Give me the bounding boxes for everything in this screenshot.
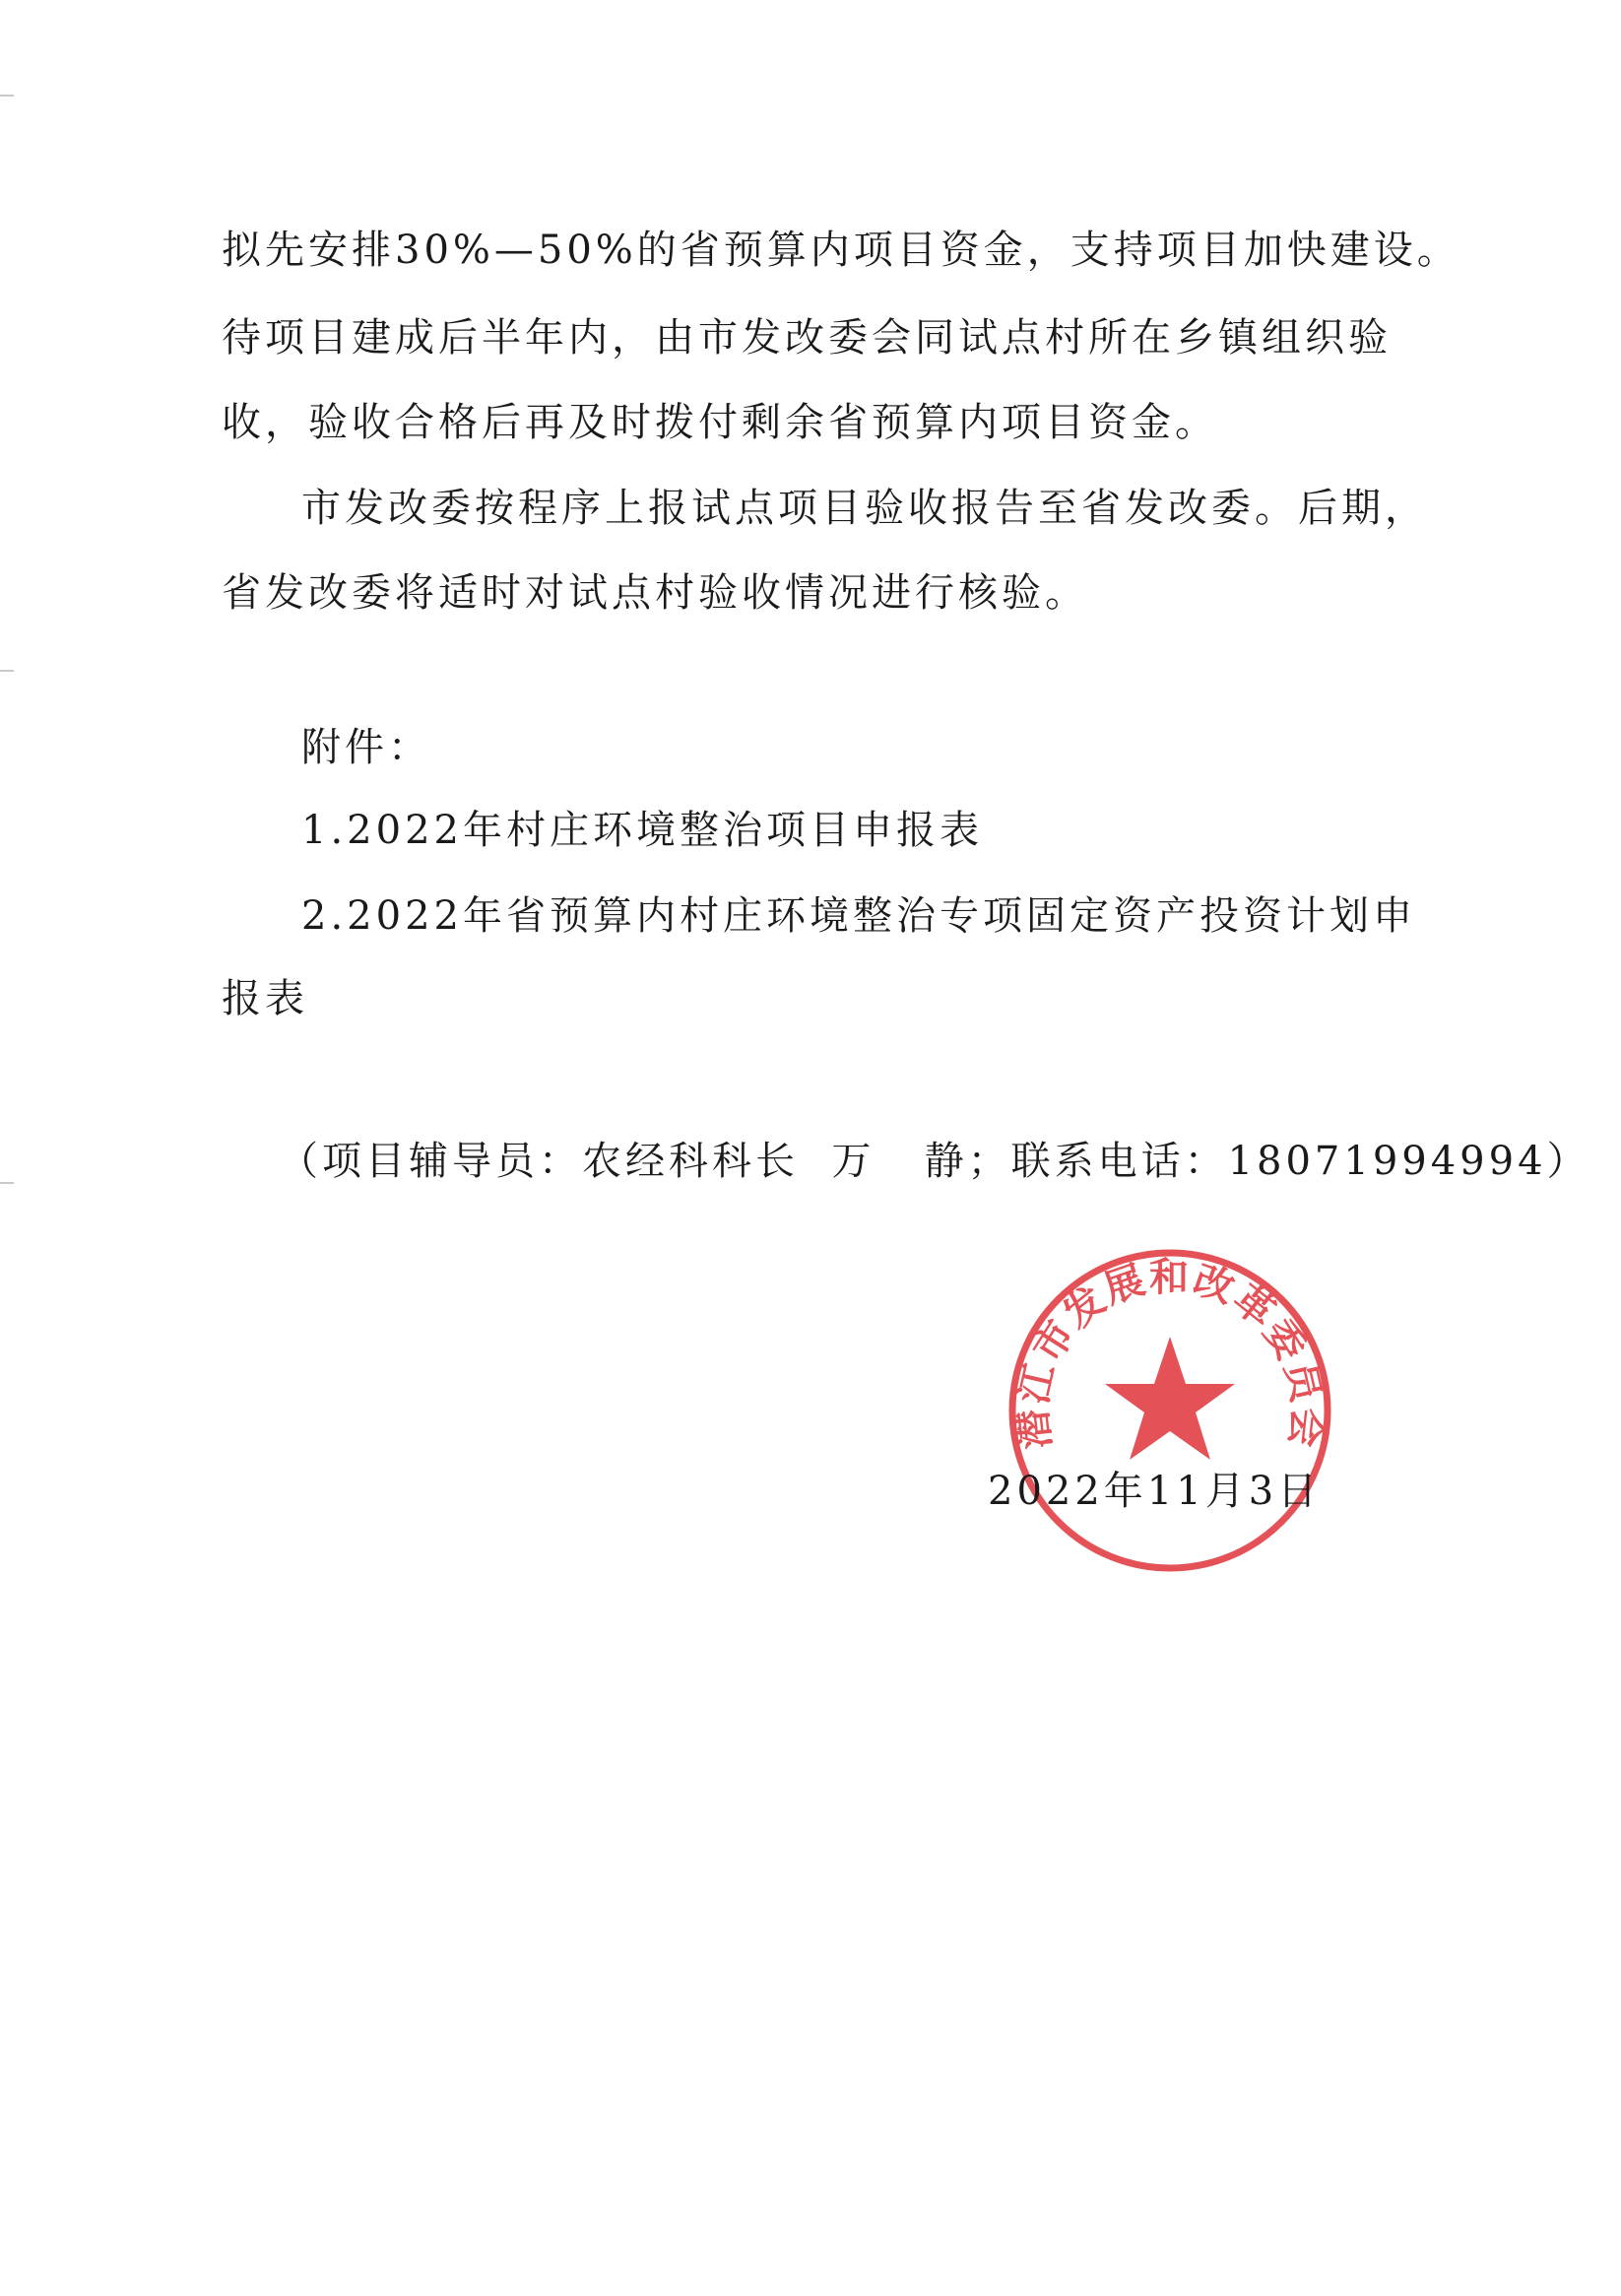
seal-text: 潜江市发展和改革委员会 [1008, 1253, 1331, 1452]
paragraph-1-line-3: 收，验收合格后再及时拨付剩余省预算内项目资金。 [222, 400, 1218, 445]
document-date: 2022年11月3日 [988, 1469, 1322, 1514]
attachment-item-2-line-2: 报表 [222, 976, 308, 1021]
paragraph-2-line-1: 市发改委按程序上报试点项目验收报告至省发改委。后期， [301, 486, 1428, 531]
scan-edge-mark [0, 95, 14, 97]
contact-info: （项目辅导员：农经科科长 万 静；联系电话：18071994994） [279, 1139, 1590, 1184]
scan-edge-mark [0, 1182, 14, 1184]
seal-star-icon [1105, 1337, 1235, 1460]
paragraph-1-line-2: 待项目建成后半年内，由市发改委会同试点村所在乡镇组织验 [222, 315, 1392, 361]
attachments-heading: 附件： [301, 725, 431, 770]
paragraph-1-line-1: 拟先安排30%—50%的省预算内项目资金，支持项目加快建设。 [222, 228, 1460, 273]
paragraph-2-line-2: 省发改委将适时对试点村验收情况进行核验。 [222, 570, 1088, 616]
scan-edge-mark [0, 670, 14, 672]
attachment-item-2-line-1: 2.2022年省预算内村庄环境整治专项固定资产投资计划申 [301, 893, 1416, 939]
attachment-item-1: 1.2022年村庄环境整治项目申报表 [301, 808, 983, 853]
official-seal [1003, 1243, 1337, 1578]
